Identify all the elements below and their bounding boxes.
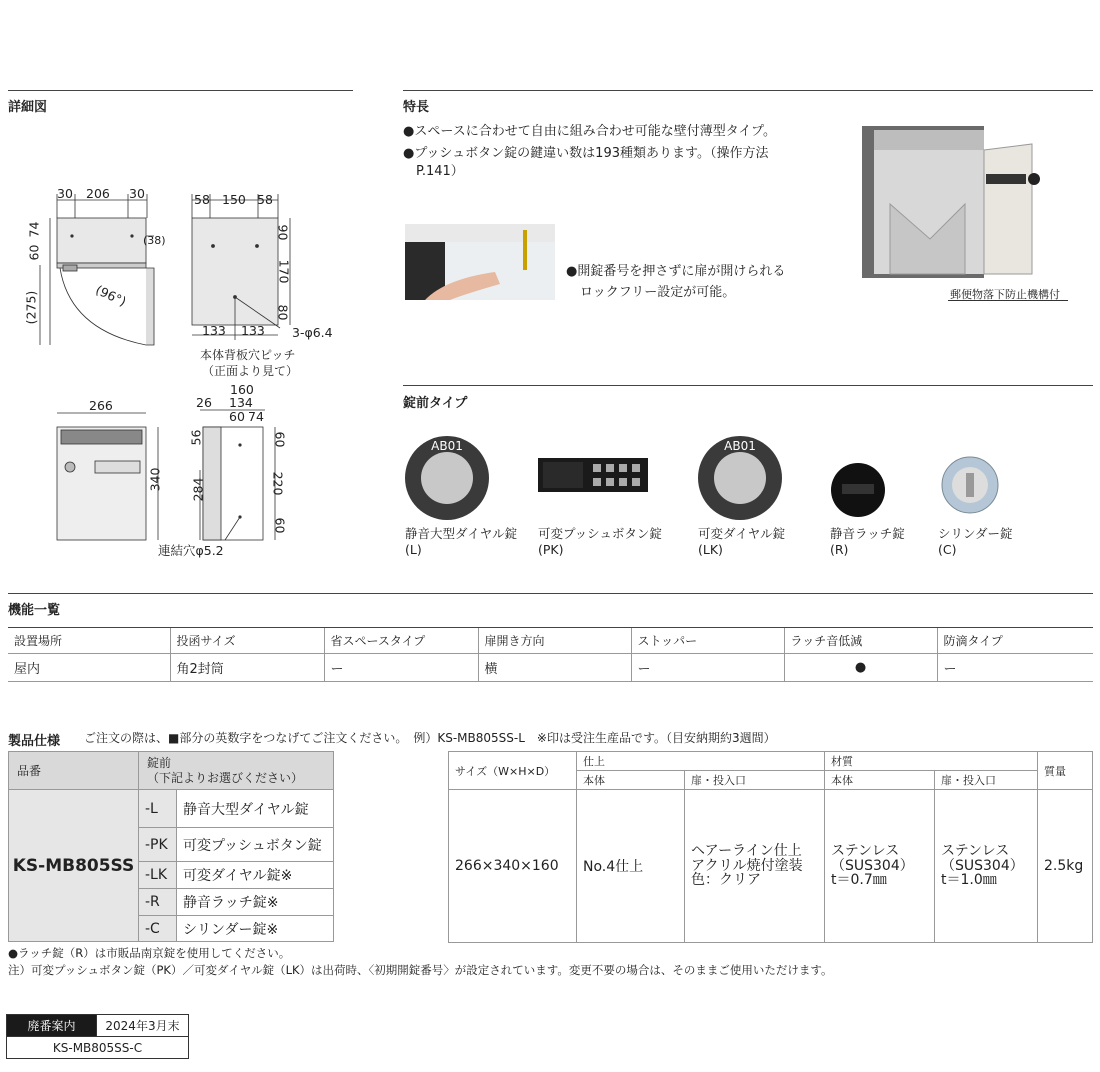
product-photo [860, 124, 1045, 284]
function-table [8, 628, 1093, 682]
dim-side-h220: 220 [270, 471, 286, 496]
lock-types-title: 錠前タイプ [403, 396, 468, 411]
lock-lk-name: 可変ダイヤル錠 [698, 526, 786, 541]
feature-item-2: ●プッシュボタン錠の鍵違い数は193種類あります。（操作方法 [403, 146, 769, 161]
features-title: 特長 [403, 100, 430, 115]
dim-side-h60b: 60 [272, 517, 288, 534]
spec-model: KS-MB805SS [9, 790, 139, 942]
discontinued-model: KS-MB805SS-C [7, 1037, 189, 1059]
spec-right-table [448, 751, 1093, 943]
dim-side-hole: 連結穴φ5.2 [158, 543, 224, 558]
dim-side-h56: 56 [188, 429, 204, 446]
spec-finish-door [685, 790, 825, 943]
function-value: ー [324, 654, 478, 682]
spec-header-size: サイズ（W×H×D） [449, 752, 577, 790]
spec-mat-body-line: ステンレス [831, 842, 900, 859]
spec-mat-door-line: t＝1.0㎜ [941, 872, 997, 889]
spec-finish-door-line: アクリル焼付塗装 [691, 857, 803, 874]
dim-front-h275: (275) [23, 290, 39, 325]
lock-c-code: (C) [938, 542, 957, 557]
spec-mat-door-line: （SUS304） [941, 857, 1024, 874]
dim-back-h2: 170 [276, 259, 292, 284]
lock-c-name: シリンダー錠 [938, 526, 1013, 541]
svg-text:AB01: AB01 [431, 439, 463, 453]
spec-option-code: -C [139, 916, 177, 942]
dim-body-h: 340 [147, 467, 163, 492]
function-header-row [8, 628, 1093, 654]
spec-option-code: -PK [139, 828, 177, 862]
product-caption: 郵便物落下防止機構付 [950, 288, 1060, 301]
spec-mat-door [935, 790, 1038, 943]
dim-front-angle: (96°) [93, 281, 129, 310]
function-header: 扉開き方向 [478, 628, 631, 654]
spec-header-mat-body: 本体 [825, 771, 935, 790]
spec-mat-body-line: （SUS304） [831, 857, 914, 874]
spec-option-code: -LK [139, 862, 177, 889]
function-value: 角2封筒 [170, 654, 324, 682]
lock-pk-name: 可変プッシュボタン錠 [538, 526, 662, 541]
dial-lock-l-image [402, 433, 492, 523]
spec-option-name: 静音大型ダイヤル錠 [177, 790, 334, 828]
dim-front-w-mid: 206 [86, 186, 110, 201]
detail-drawings [0, 180, 360, 570]
dim-side-h60a: 60 [272, 431, 288, 448]
dim-back-hole: 3-φ6.4 [292, 325, 333, 340]
spec-finish-door-line: ヘアーライン仕上 [691, 842, 802, 859]
function-value: ー [937, 654, 1093, 682]
lockfree-text-2: ロックフリー設定が可能。 [580, 285, 736, 300]
function-value: 屋内 [8, 654, 170, 682]
function-header: ラッチ音低減 [784, 628, 937, 654]
lock-l-code: (L) [405, 542, 422, 557]
dim-front-h-top2: 60 [26, 244, 42, 261]
spec-mat-door-line: ステンレス [941, 842, 1010, 859]
dim-side-w-total: 160 [230, 382, 254, 397]
dim-back-h3: 80 [275, 304, 291, 321]
discontinued-table [6, 1014, 189, 1059]
spec-header-lock [139, 752, 334, 790]
spec-header-lock-label: 錠前 [147, 756, 172, 771]
svg-text:AB01: AB01 [724, 439, 756, 453]
cylinder-lock-c-image [940, 455, 1000, 515]
spec-option-code: -R [139, 889, 177, 916]
dim-back-w-left: 58 [194, 192, 210, 207]
back-caption-2: （正面より見て） [202, 364, 299, 378]
spec-finish-body: No.4仕上 [577, 790, 685, 943]
function-value: ー [631, 654, 784, 682]
dim-front-w-right: 30 [129, 186, 145, 201]
lock-lk-code: (LK) [698, 542, 723, 557]
function-header: ストッパー [631, 628, 784, 654]
lock-pk-code: (PK) [538, 542, 564, 557]
dim-front-w-left: 30 [57, 186, 73, 201]
function-value: ● [784, 654, 937, 682]
dim-front-h-top1: 74 [26, 221, 42, 238]
discontinued-date: 2024年3月末 [97, 1015, 189, 1037]
spec-option-code: -L [139, 790, 177, 828]
spec-option-name: シリンダー錠※ [177, 916, 334, 942]
latch-lock-r-image [828, 462, 888, 518]
dim-front-side38: (38) [143, 234, 166, 247]
spec-weight: 2.5kg [1038, 790, 1093, 943]
back-caption-1: 本体背板穴ピッチ [200, 348, 296, 362]
spec-left-table [8, 751, 334, 942]
spec-mat-body [825, 790, 935, 943]
spec-header-finish-door: 扉・投入口 [685, 771, 825, 790]
spec-header-lock-sub: （下記よりお選びください） [147, 770, 304, 785]
spec-note: ご注文の際は、■部分の英数字をつなげてご注文ください。 例）KS-MB805SS-L ※印は受注生産品です。（目安納期約3週間） [84, 731, 776, 745]
function-value-row [8, 654, 1093, 682]
dim-body-w: 266 [89, 398, 113, 413]
function-header: 防滴タイプ [937, 628, 1093, 654]
spec-header-model: 品番 [9, 752, 139, 790]
spec-header-finish: 仕上 [577, 752, 825, 771]
dim-back-w-right: 58 [257, 192, 273, 207]
feature-item-1: ●スペースに合わせて自由に組み合わせ可能な壁付薄型タイプ。 [403, 124, 777, 139]
function-header: 省スペースタイプ [324, 628, 478, 654]
spec-title: 製品仕様 [8, 734, 61, 749]
lock-r-name: 静音ラッチ錠 [830, 526, 905, 541]
spec-footnote-2: 注）可変プッシュボタン錠（PK）／可変ダイヤル錠（LK）は出荷時、〈初期開錠番号〉が設定されています。変更不要の場合は、そのままご使用いただけます。 [8, 963, 833, 977]
dim-side-w60: 60 [229, 409, 245, 424]
spec-finish-door-line: 色：クリア [691, 872, 761, 889]
spec-option-name: 静音ラッチ錠※ [177, 889, 334, 916]
spec-header-material: 材質 [825, 752, 1038, 771]
spec-option-name: 可変ダイヤル錠※ [177, 862, 334, 889]
dim-back-w-mid: 150 [222, 192, 246, 207]
lockfree-photo [405, 224, 555, 300]
feature-item-3: P.141） [416, 164, 464, 179]
function-header: 投函サイズ [170, 628, 324, 654]
spec-footnote-1: ●ラッチ錠（R）は市販品南京錠を使用してください。 [8, 946, 291, 960]
spec-header-mat-door: 扉・投入口 [935, 771, 1038, 790]
spec-option-name: 可変プッシュボタン錠 [177, 828, 334, 862]
lock-l-name: 静音大型ダイヤル錠 [405, 526, 518, 541]
lockfree-text-1: ●開錠番号を押さずに扉が開けられる [566, 264, 786, 279]
function-value: 横 [478, 654, 631, 682]
dim-side-h284: 284 [190, 477, 206, 502]
detail-drawing-title: 詳細図 [8, 100, 48, 115]
spec-size: 266×340×160 [449, 790, 577, 943]
discontinued-label: 廃番案内 [7, 1015, 97, 1037]
dim-back-h1: 90 [275, 224, 291, 241]
push-lock-pk-image [538, 458, 648, 492]
dim-side-w74: 74 [248, 409, 264, 424]
lock-r-code: (R) [830, 542, 849, 557]
dim-back-b2: 133 [241, 323, 265, 338]
function-header: 設置場所 [8, 628, 170, 654]
dial-lock-lk-image [695, 433, 785, 523]
function-list-title: 機能一覧 [8, 603, 61, 618]
spec-mat-body-line: t＝0.7㎜ [831, 872, 887, 889]
dim-side-w26: 26 [196, 395, 212, 410]
dim-back-b1: 133 [202, 323, 226, 338]
spec-header-finish-body: 本体 [577, 771, 685, 790]
spec-header-weight: 質量 [1038, 752, 1093, 790]
dim-side-w134: 134 [229, 395, 253, 410]
